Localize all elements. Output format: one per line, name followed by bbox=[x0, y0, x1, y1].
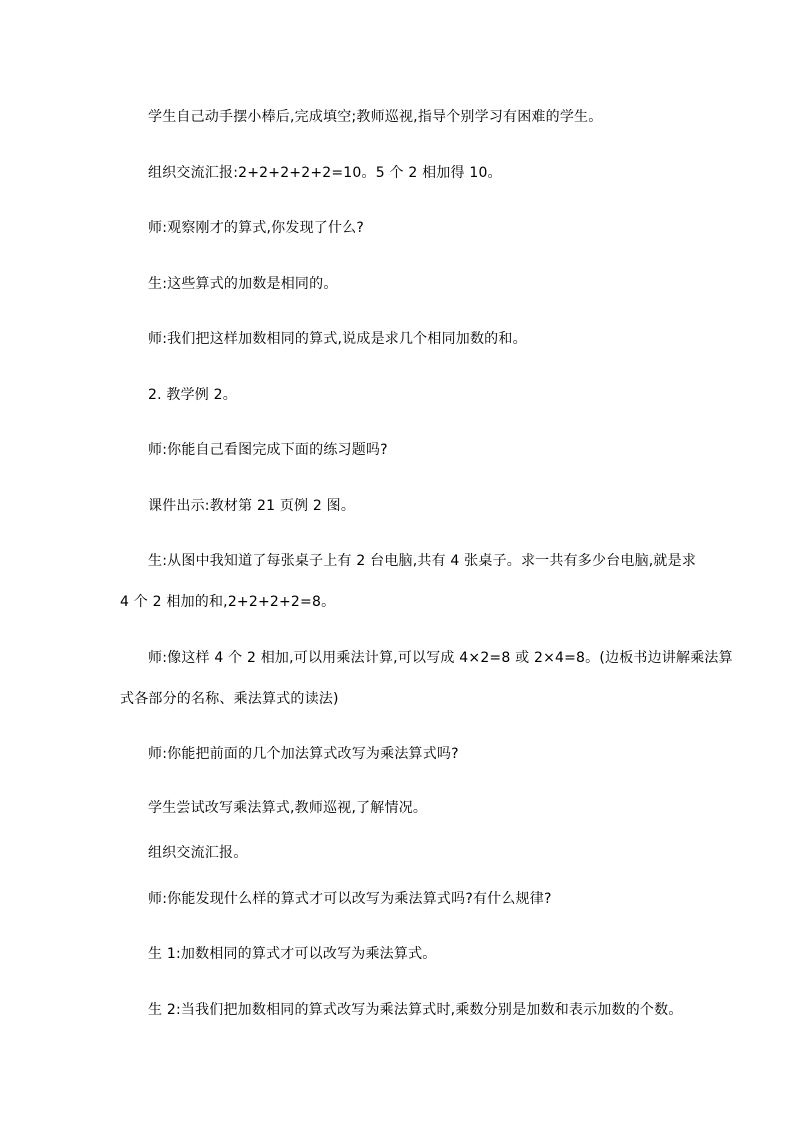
paragraph-student-same-addends: 生:这些算式的加数是相同的。 bbox=[148, 276, 338, 292]
paragraph-teacher-observe: 师:观察刚才的算式,你发现了什么? bbox=[148, 220, 364, 236]
paragraph-students-try-rewrite: 学生尝试改写乘法算式,教师巡视,了解情况。 bbox=[148, 800, 428, 816]
paragraph-teacher-pattern-question: 师:你能发现什么样的算式才可以改写为乘法算式吗?有什么规律? bbox=[148, 891, 552, 907]
paragraph-teacher-rewrite-question: 师:你能把前面的几个加法算式改写为乘法算式吗? bbox=[148, 746, 459, 762]
paragraph-student-computers-line1: 生:从图中我知道了每张桌子上有 2 台电脑,共有 4 张桌子。求一共有多少台电脑,就是求 bbox=[148, 553, 697, 569]
paragraph-students-arrange-sticks: 学生自己动手摆小棒后,完成填空;教师巡视,指导个别学习有困难的学生。 bbox=[148, 109, 603, 125]
paragraph-student-computers-line2: 4 个 2 相加的和,2+2+2+2=8。 bbox=[120, 594, 336, 610]
paragraph-courseware-display: 课件出示:教材第 21 页例 2 图。 bbox=[148, 498, 356, 514]
paragraph-student1-answer: 生 1:加数相同的算式才可以改写为乘法算式。 bbox=[148, 946, 437, 962]
paragraph-organize-report: 组织交流汇报。 bbox=[148, 845, 248, 861]
paragraph-report-addition: 组织交流汇报:2+2+2+2+2=10。5 个 2 相加得 10。 bbox=[148, 165, 502, 181]
paragraph-teacher-multiplication-line1: 师:像这样 4 个 2 相加,可以用乘法计算,可以写成 4×2=8 或 2×4=8。(边板书边讲解乘法算 bbox=[148, 650, 733, 666]
paragraph-student2-answer: 生 2:当我们把加数相同的算式改写为乘法算式时,乘数分别是加数和表示加数的个数。 bbox=[148, 1002, 683, 1018]
paragraph-teacher-multiplication-line2: 式各部分的名称、乘法算式的读法) bbox=[120, 691, 339, 707]
paragraph-teacher-exercise: 师:你能自己看图完成下面的练习题吗? bbox=[148, 442, 388, 458]
section-heading-example-2: 2. 教学例 2。 bbox=[148, 387, 237, 403]
paragraph-teacher-sum-definition: 师:我们把这样加数相同的算式,说成是求几个相同加数的和。 bbox=[148, 331, 527, 347]
